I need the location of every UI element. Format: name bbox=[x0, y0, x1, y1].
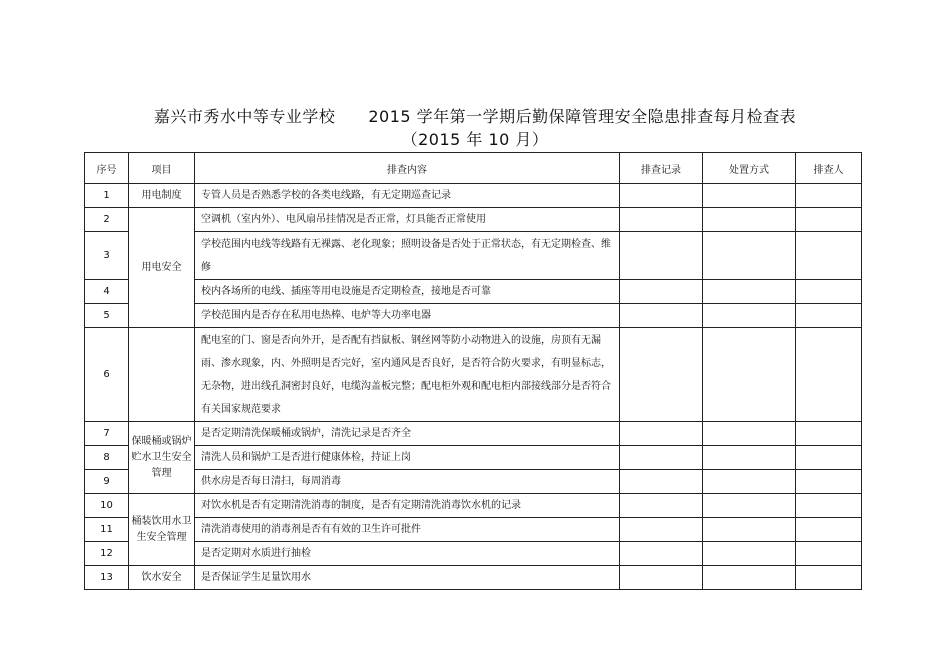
content-cell: 清洗消毒使用的消毒剂是否有有效的卫生许可批件 bbox=[195, 518, 620, 542]
row-no: 8 bbox=[85, 446, 129, 470]
action-cell[interactable] bbox=[703, 470, 796, 494]
person-cell[interactable] bbox=[796, 446, 862, 470]
table-row bbox=[85, 280, 862, 304]
content-cell: 空调机（室内外）、电风扇吊挂情况是否正常，灯具能否正常使用 bbox=[195, 208, 620, 232]
content-cell: 清洗人员和锅炉工是否进行健康体检，持证上岗 bbox=[195, 446, 620, 470]
row-no: 11 bbox=[85, 518, 129, 542]
action-cell[interactable] bbox=[703, 208, 796, 232]
document-subtitle-date: （2015 年 10 月） bbox=[401, 130, 549, 149]
person-cell[interactable] bbox=[796, 184, 862, 208]
action-cell[interactable] bbox=[703, 184, 796, 208]
header-action: 处置方式 bbox=[703, 153, 796, 184]
header-content: 排查内容 bbox=[195, 153, 620, 184]
row-no: 6 bbox=[85, 328, 129, 422]
record-cell[interactable] bbox=[620, 446, 703, 470]
person-cell[interactable] bbox=[796, 208, 862, 232]
content-cell: 是否保证学生足量饮用水 bbox=[195, 566, 620, 590]
person-cell[interactable] bbox=[796, 518, 862, 542]
content-cell: 对饮水机是否有定期清洗消毒的制度，是否有定期清洗消毒饮水机的记录 bbox=[195, 494, 620, 518]
action-cell[interactable] bbox=[703, 280, 796, 304]
person-cell[interactable] bbox=[796, 566, 862, 590]
row-no: 5 bbox=[85, 304, 129, 328]
person-cell[interactable] bbox=[796, 470, 862, 494]
row-no: 1 bbox=[85, 184, 129, 208]
action-cell[interactable] bbox=[703, 304, 796, 328]
person-cell[interactable] bbox=[796, 304, 862, 328]
table-row bbox=[85, 328, 862, 422]
row-no: 4 bbox=[85, 280, 129, 304]
action-cell[interactable] bbox=[703, 566, 796, 590]
document-title: 嘉兴市秀水中等专业学校 2015 学年第一学期后勤保障管理安全隐患排查每月检查表 bbox=[153, 107, 797, 126]
header-no: 序号 bbox=[85, 153, 129, 184]
action-cell[interactable] bbox=[703, 328, 796, 422]
row-no: 12 bbox=[85, 542, 129, 566]
item-cell: 用电安全 bbox=[129, 208, 195, 328]
record-cell[interactable] bbox=[620, 232, 703, 280]
record-cell[interactable] bbox=[620, 184, 703, 208]
content-cell: 学校范围内是否存在私用电热棒、电炉等大功率电器 bbox=[195, 304, 620, 328]
record-cell[interactable] bbox=[620, 494, 703, 518]
content-cell: 是否定期对水质进行抽检 bbox=[195, 542, 620, 566]
item-cell: 用电制度 bbox=[129, 184, 195, 208]
content-cell: 是否定期清洗保暖桶或锅炉，清洗记录是否齐全 bbox=[195, 422, 620, 446]
record-cell[interactable] bbox=[620, 304, 703, 328]
table-row bbox=[85, 208, 862, 232]
action-cell[interactable] bbox=[703, 422, 796, 446]
table-header-row bbox=[85, 153, 862, 184]
record-cell[interactable] bbox=[620, 422, 703, 446]
item-cell: 桶装饮用水卫生安全管理 bbox=[129, 494, 195, 566]
row-no: 7 bbox=[85, 422, 129, 446]
action-cell[interactable] bbox=[703, 494, 796, 518]
record-cell[interactable] bbox=[620, 328, 703, 422]
person-cell[interactable] bbox=[796, 280, 862, 304]
person-cell[interactable] bbox=[796, 494, 862, 518]
action-cell[interactable] bbox=[703, 518, 796, 542]
content-cell: 校内各场所的电线、插座等用电设施是否定期检查，接地是否可靠 bbox=[195, 280, 620, 304]
table-row bbox=[85, 304, 862, 328]
row-no: 3 bbox=[85, 232, 129, 280]
row-no: 2 bbox=[85, 208, 129, 232]
header-item: 项目 bbox=[129, 153, 195, 184]
table-row bbox=[85, 232, 862, 280]
table-row bbox=[85, 446, 862, 470]
record-cell[interactable] bbox=[620, 470, 703, 494]
record-cell[interactable] bbox=[620, 208, 703, 232]
content-cell: 供水房是否每日清扫，每周消毒 bbox=[195, 470, 620, 494]
header-record: 排查记录 bbox=[620, 153, 703, 184]
record-cell[interactable] bbox=[620, 280, 703, 304]
action-cell[interactable] bbox=[703, 232, 796, 280]
person-cell[interactable] bbox=[796, 422, 862, 446]
table-row bbox=[85, 542, 862, 566]
content-cell: 专管人员是否熟悉学校的各类电线路，有无定期巡查记录 bbox=[195, 184, 620, 208]
item-cell: 饮水安全 bbox=[129, 566, 195, 590]
record-cell[interactable] bbox=[620, 566, 703, 590]
row-no: 9 bbox=[85, 470, 129, 494]
action-cell[interactable] bbox=[703, 446, 796, 470]
record-cell[interactable] bbox=[620, 542, 703, 566]
action-cell[interactable] bbox=[703, 542, 796, 566]
content-cell: 配电室的门、窗是否向外开，是否配有挡鼠板、钢丝网等防小动物进入的设施，房顶有无漏雨、渗水现象，内、外照明是否完好，室内通风是否良好，是否符合防火要求，有明显标志，无杂物，进出线孔洞密封良好，电缆沟盖板完整；配电柜外观和配电柜内部接线部分是否符合有关国家规范要求 bbox=[195, 328, 620, 422]
row-no: 10 bbox=[85, 494, 129, 518]
item-cell: 保暖桶或锅炉贮水卫生安全管理 bbox=[129, 422, 195, 494]
table-row bbox=[85, 566, 862, 590]
person-cell[interactable] bbox=[796, 542, 862, 566]
person-cell[interactable] bbox=[796, 232, 862, 280]
table-row bbox=[85, 518, 862, 542]
row-no: 13 bbox=[85, 566, 129, 590]
table-row bbox=[85, 422, 862, 446]
item-cell-empty bbox=[129, 328, 195, 422]
content-cell: 学校范围内电线等线路有无裸露、老化现象；照明设备是否处于正常状态，有无定期检查、维修 bbox=[195, 232, 620, 280]
person-cell[interactable] bbox=[796, 328, 862, 422]
table-row bbox=[85, 184, 862, 208]
table-row bbox=[85, 494, 862, 518]
table-row bbox=[85, 470, 862, 494]
header-person: 排查人 bbox=[796, 153, 862, 184]
inspection-table bbox=[84, 152, 862, 590]
record-cell[interactable] bbox=[620, 518, 703, 542]
